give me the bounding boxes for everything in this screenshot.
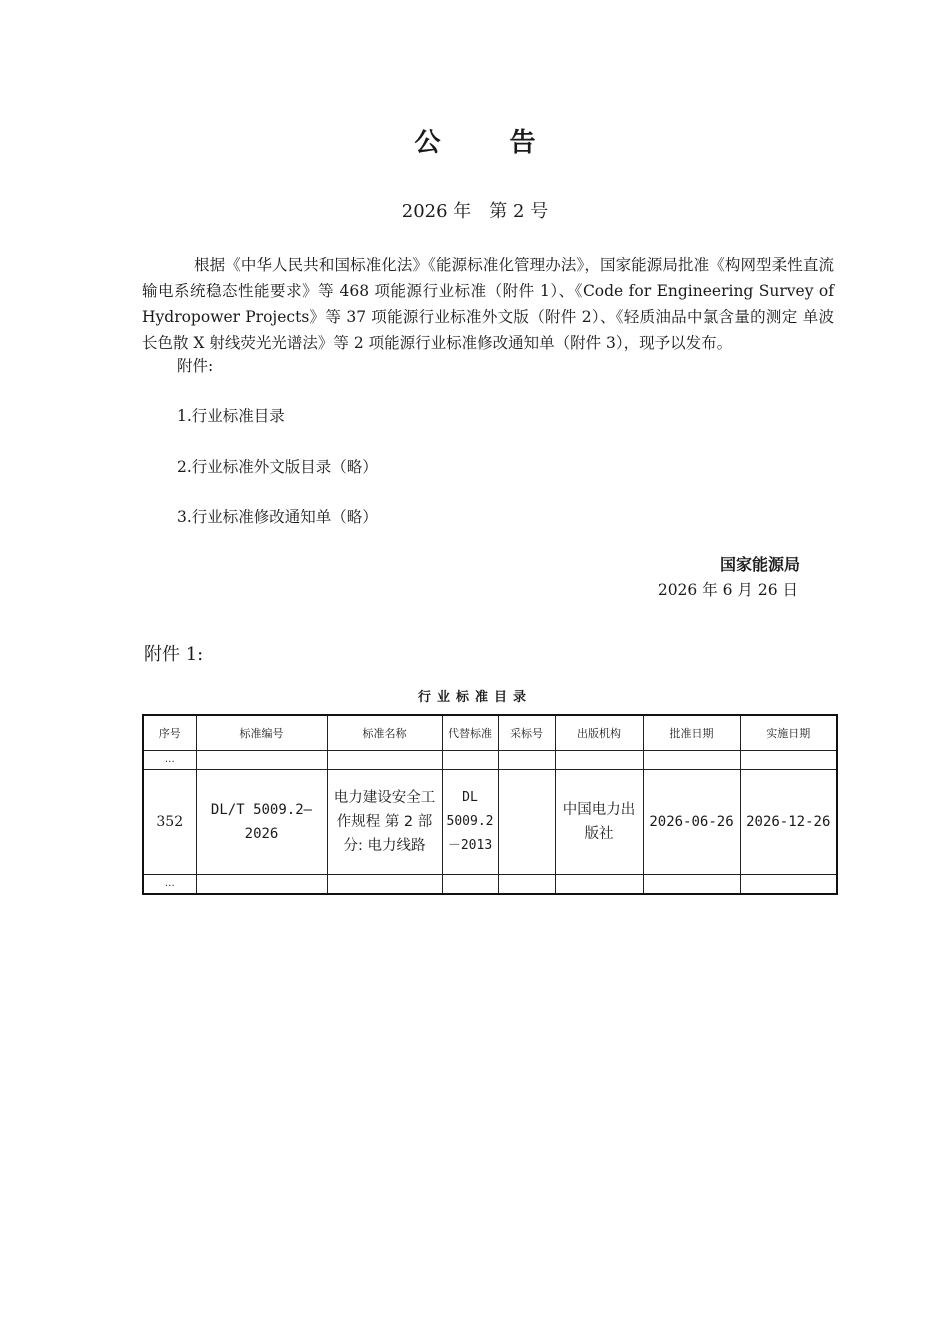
issue-date: 2026 年 6 月 26 日 <box>657 581 798 599</box>
header-adopted: 采标号 <box>498 715 555 751</box>
header-name: 标准名称 <box>327 715 442 751</box>
ellipsis-cell: … <box>143 751 196 770</box>
cell-approval-date: 2026-06-26 <box>643 770 740 875</box>
standards-table <box>142 714 838 895</box>
table-row <box>143 875 837 895</box>
attachments-label: 附件: <box>177 357 214 375</box>
cell-code: DL/T 5009.2—2026 <box>196 770 327 875</box>
cell-replaces: DL 5009.2－2013 <box>442 770 498 875</box>
table-row <box>143 751 837 770</box>
ellipsis-cell: … <box>143 875 196 895</box>
cell-seq: 352 <box>143 770 196 875</box>
attachment-item: 2.行业标准外文版目录（略） <box>177 458 378 476</box>
table-title: 行业标准目录 <box>417 690 532 705</box>
notice-body: 根据《中华人民共和国标准化法》《能源标准化管理办法》，国家能源局批准《构网型柔性直流输电系统稳态性能要求》等 468 项能源行业标准（附件 1）、《Code for Engineering Survey of Hydropower Projects》等 37 项能源行业标准外文版（附件 2）、《轻质油品中氯含量的测定 单波长色散 X 射线荧光光谱法》等 2 项能源行业标准修改通知单（附件 3），现予以发布。 <box>142 256 834 352</box>
cell-name: 电力建设安全工作规程 第 2 部分: 电力线路 <box>327 770 442 875</box>
cell-publisher: 中国电力出版社 <box>555 770 643 875</box>
header-seq: 序号 <box>143 715 196 751</box>
table-header-row <box>143 715 837 751</box>
header-code: 标准编号 <box>196 715 327 751</box>
issuer-name: 国家能源局 <box>719 555 800 574</box>
header-effective-date: 实施日期 <box>740 715 837 751</box>
header-publisher: 出版机构 <box>555 715 643 751</box>
attachment-item: 1.行业标准目录 <box>177 407 285 425</box>
header-approval-date: 批准日期 <box>643 715 740 751</box>
notice-title: 公 告 <box>414 128 566 158</box>
attachment-item: 3.行业标准修改通知单（略） <box>177 508 378 526</box>
attachment1-label: 附件 1: <box>144 644 204 665</box>
cell-effective-date: 2026-12-26 <box>740 770 837 875</box>
notice-number: 2026 年 第 2 号 <box>401 201 549 222</box>
header-replaces: 代替标准 <box>442 715 498 751</box>
table-row <box>143 770 837 875</box>
cell-adopted <box>498 770 555 875</box>
